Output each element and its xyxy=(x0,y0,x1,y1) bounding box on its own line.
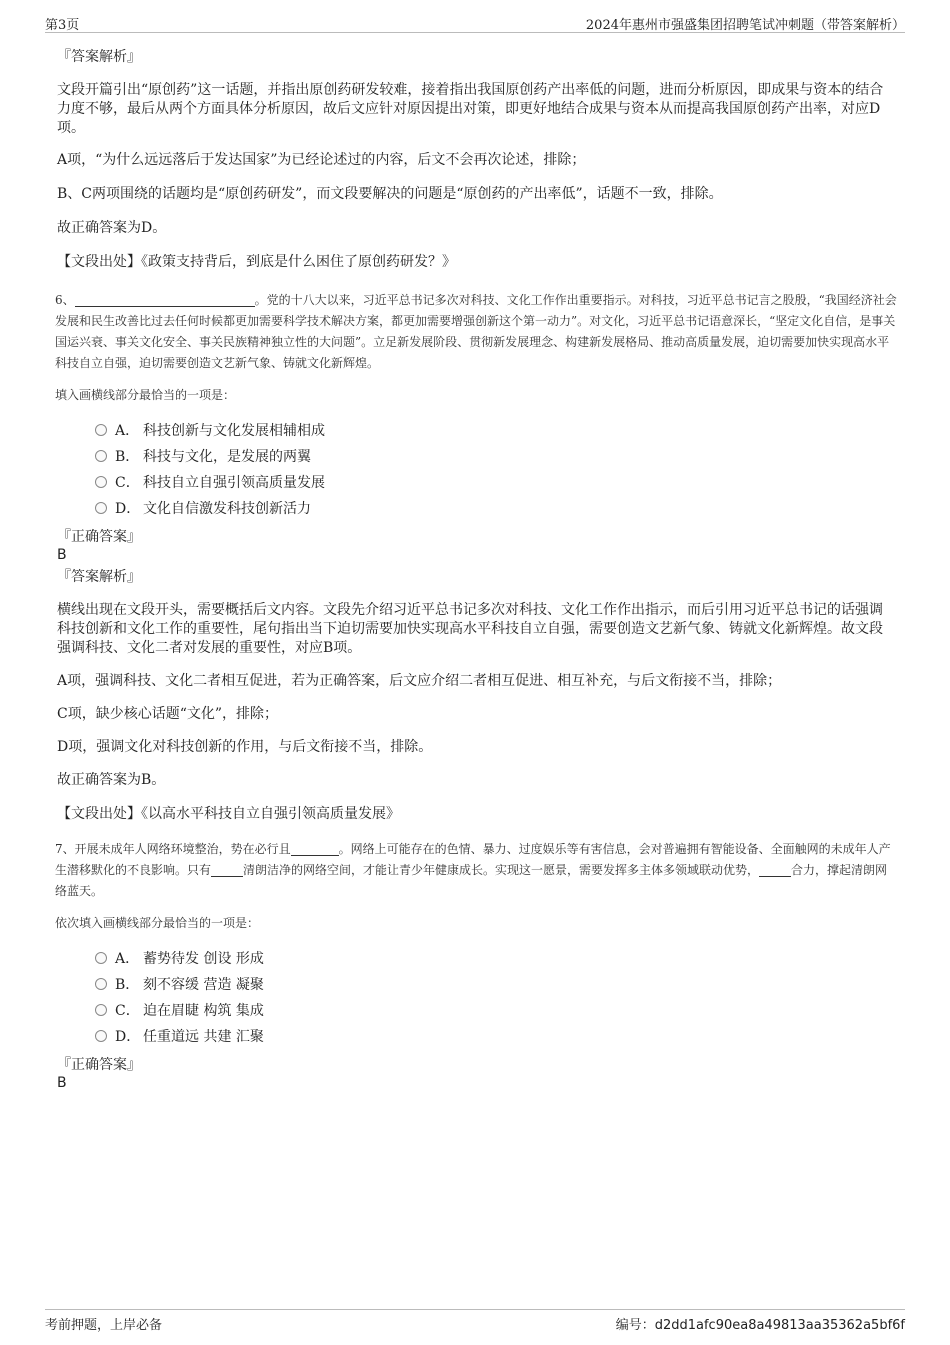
radio-button[interactable] xyxy=(95,502,107,514)
question-prompt: 填入画横线部分最恰当的一项是： xyxy=(55,388,236,402)
document-title: 2024年惠州市强盛集团招聘笔试冲刺题（带答案解析） xyxy=(585,18,905,33)
analysis-paragraph: D项，强调文化对科技创新的作用，与后文衔接不当，排除。 xyxy=(57,739,433,755)
analysis-paragraph: A项，“为什么远远落后于发达国家”为已经论述过的内容，后文不会再次论述，排除； xyxy=(57,152,586,168)
correct-answer: B xyxy=(57,547,67,563)
fill-blank xyxy=(75,293,255,307)
question-6-stem xyxy=(55,290,898,374)
option-d[interactable]: D． 任重道远 共建 汇聚 xyxy=(95,1027,264,1047)
radio-button[interactable] xyxy=(95,450,107,462)
fill-blank xyxy=(291,842,339,856)
option-c[interactable]: C． 迫在眉睫 构筑 集成 xyxy=(95,1001,264,1021)
analysis-paragraph: A项，强调科技、文化二者相互促进，若为正确答案，后文应介绍二者相互促进、相互补充，与后文衔接不当，排除； xyxy=(57,673,782,689)
passage-source: 【文段出处】《政策支持背后，到底是什么困住了原创药研发？》 xyxy=(57,254,456,270)
question-prompt: 依次填入画横线部分最恰当的一项是： xyxy=(55,916,260,930)
answer-heading: 『正确答案』 xyxy=(57,1057,141,1073)
footer-slogan: 考前押题，上岸必备 xyxy=(45,1318,163,1333)
answer-conclusion: 故正确答案为D。 xyxy=(57,220,167,236)
radio-button[interactable] xyxy=(95,424,107,436)
option-b[interactable]: B． 刻不容缓 营造 凝聚 xyxy=(95,975,264,995)
page-footer xyxy=(45,1309,905,1334)
analysis-paragraph: 文段开篇引出“原创药”这一话题，并指出原创药研发较难，接着指出我国原创药产出率低的问题，进而分析原因，即成果与资本的结合力度不够，最后从两个方面具体分析原因，故后文应针对原因提出对策，即更好地结合成果与资本从而提高我国原创药产出率，对应D项。 xyxy=(57,82,884,136)
analysis-heading: 『答案解析』 xyxy=(57,569,141,585)
page-number: 第3页 xyxy=(45,18,80,33)
radio-button[interactable] xyxy=(95,1030,107,1042)
radio-button[interactable] xyxy=(95,476,107,488)
option-a[interactable]: A． 科技创新与文化发展相辅相成 xyxy=(95,421,325,441)
analysis-paragraph: C项，缺少核心话题“文化”，排除； xyxy=(57,706,279,722)
page-header xyxy=(45,12,905,33)
correct-answer: B xyxy=(57,1075,67,1091)
answer-conclusion: 故正确答案为B。 xyxy=(57,772,166,788)
fill-blank xyxy=(211,863,243,877)
passage-source: 【文段出处】《以高水平科技自立自强引领高质量发展》 xyxy=(57,806,400,822)
analysis-paragraph: 横线出现在文段开头，需要概括后文内容。文段先介绍习近平总书记多次对科技、文化工作作出指示，而后引用习近平总书记的话强调科技创新和文化工作的重要性，尾句指出当下迫切需要加快实现高水平科技自立自强，需要创造文艺新气象、铸就文化新辉煌。故文段强调科技、文化二者对发展的重要性，对应B项。 xyxy=(57,602,883,656)
document-code: 编号：d2dd1afc90ea8a49813aa35362a5bf6f xyxy=(615,1318,905,1333)
radio-button[interactable] xyxy=(95,1004,107,1016)
option-c[interactable]: C． 科技自立自强引领高质量发展 xyxy=(95,473,325,493)
option-d[interactable]: D． 文化自信激发科技创新活力 xyxy=(95,499,311,519)
radio-button[interactable] xyxy=(95,952,107,964)
answer-heading: 『正确答案』 xyxy=(57,529,141,545)
question-number: 6、 xyxy=(55,293,75,307)
radio-button[interactable] xyxy=(95,978,107,990)
analysis-heading: 『答案解析』 xyxy=(57,49,141,65)
option-b[interactable]: B． 科技与文化，是发展的两翼 xyxy=(95,447,311,467)
analysis-paragraph: B、C两项围绕的话题均是“原创药研发”，而文段要解决的问题是“原创药的产出率低”，话题不一致，排除。 xyxy=(57,186,723,202)
question-text: 。党的十八大以来，习近平总书记多次对科技、文化工作作出重要指示。对科技，习近平总书记言之股殷，“我国经济社会发展和民生改善比过去任何时候都更加需要科学技术解决方案，都更加需要增强创新这个第一动力”。对文化，习近平总书记语意深长，“坚定文化自信，是事关国运兴衰、事关文化安全、事关民族精神独立性的大问题”。立足新发展阶段、贯彻新发展理念、构建新发展格局、推动高质量发展，迫切需要加快实现高水平科技自立自强，迫切需要创造文艺新气象、铸就文化新辉煌。 xyxy=(55,293,897,370)
question-7-stem: 7、开展未成年人网络环境整治，势在必行且 。网络上可能存在的色情、暴力、过度娱乐等有害信息，会对普遍拥有智能设备、全面触网的未成年人产生潜移默化的不良影响。只有 清朗洁净的网络空间，才能让青少年健康成长。实现这一愿景，需要发挥多主体多领域联动优势， 合力，撑起清朗网络蓝天。 xyxy=(55,842,891,898)
fill-blank xyxy=(759,863,791,877)
option-a[interactable]: A． 蓄势待发 创设 形成 xyxy=(95,949,264,969)
